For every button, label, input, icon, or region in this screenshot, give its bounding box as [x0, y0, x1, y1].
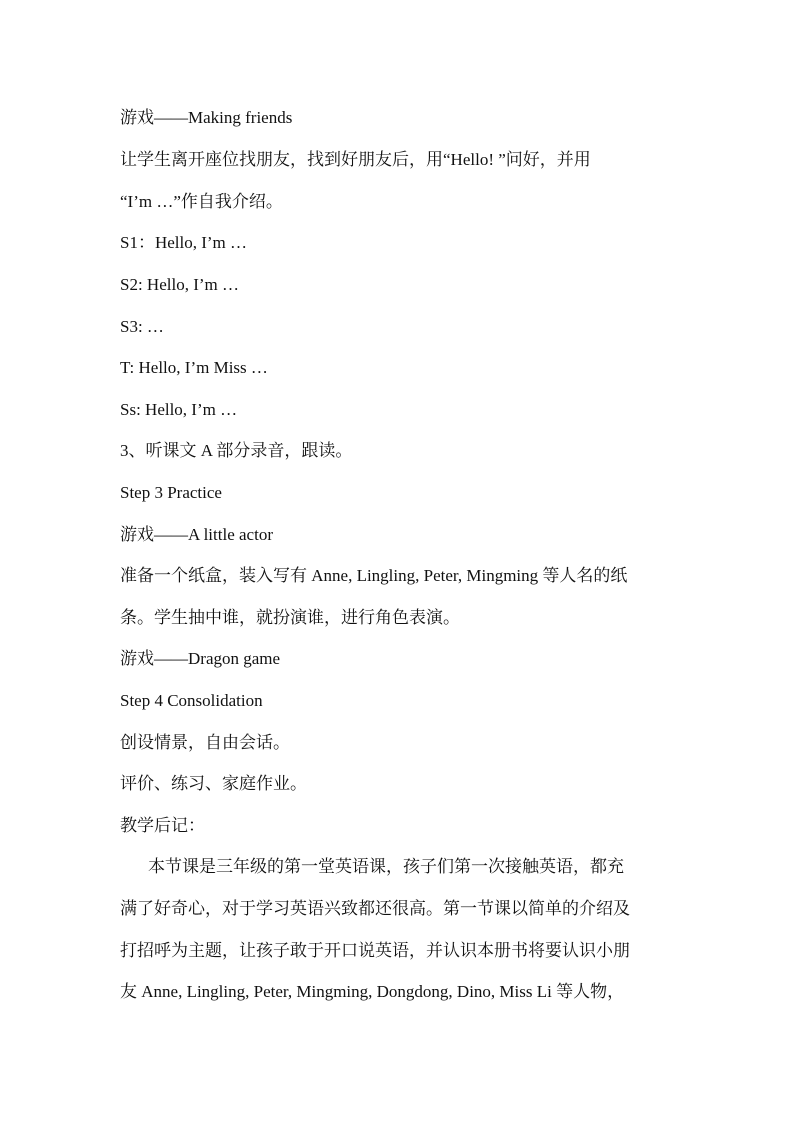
paragraph-line: 条。学生抽中谁，就扮演谁，进行角色表演。: [120, 608, 460, 627]
paragraph-line: 准备一个纸盒，装入写有 Anne, Lingling, Peter, Mingming 等人名的纸: [120, 566, 628, 585]
numbered-item: 3、听课文 A 部分录音，跟读。: [120, 441, 353, 460]
paragraph-line: 让学生离开座位找朋友，找到好朋友后，用“Hello! ”问好，并用: [120, 150, 591, 169]
section-heading-reflection: 教学后记：: [120, 816, 205, 835]
step-heading: Step 3 Practice: [120, 483, 222, 502]
reflection-paragraph-line: 本节课是三年级的第一堂英语课，孩子们第一次接触英语，都充: [148, 857, 624, 876]
dialogue-line: T: Hello, I’m Miss …: [120, 358, 268, 377]
paragraph-line: 评价、练习、家庭作业。: [120, 774, 307, 793]
dialogue-line: S3: …: [120, 317, 164, 336]
step-heading: Step 4 Consolidation: [120, 691, 263, 710]
dialogue-line: S2: Hello, I’m …: [120, 275, 239, 294]
activity-heading-little-actor: 游戏——A little actor: [120, 525, 273, 544]
activity-heading-dragon-game: 游戏——Dragon game: [120, 649, 281, 668]
dialogue-line: Ss: Hello, I’m …: [120, 400, 238, 419]
reflection-paragraph-line: 满了好奇心，对于学习英语兴致都还很高。第一节课以简单的介绍及: [120, 899, 630, 918]
paragraph-line: 创设情景，自由会话。: [120, 733, 290, 752]
reflection-paragraph-line: 友 Anne, Lingling, Peter, Mingming, Dongdong, Dino, Miss Li 等人物，: [120, 982, 625, 1001]
reflection-paragraph-line: 打招呼为主题，让孩子敢于开口说英语，并认识本册书将要认识小朋: [120, 941, 630, 960]
paragraph-line: “I’m …”作自我介绍。: [120, 192, 283, 211]
dialogue-line: S1：Hello, I’m …: [120, 233, 248, 252]
activity-heading-making-friends: 游戏——Making friends: [120, 108, 293, 127]
